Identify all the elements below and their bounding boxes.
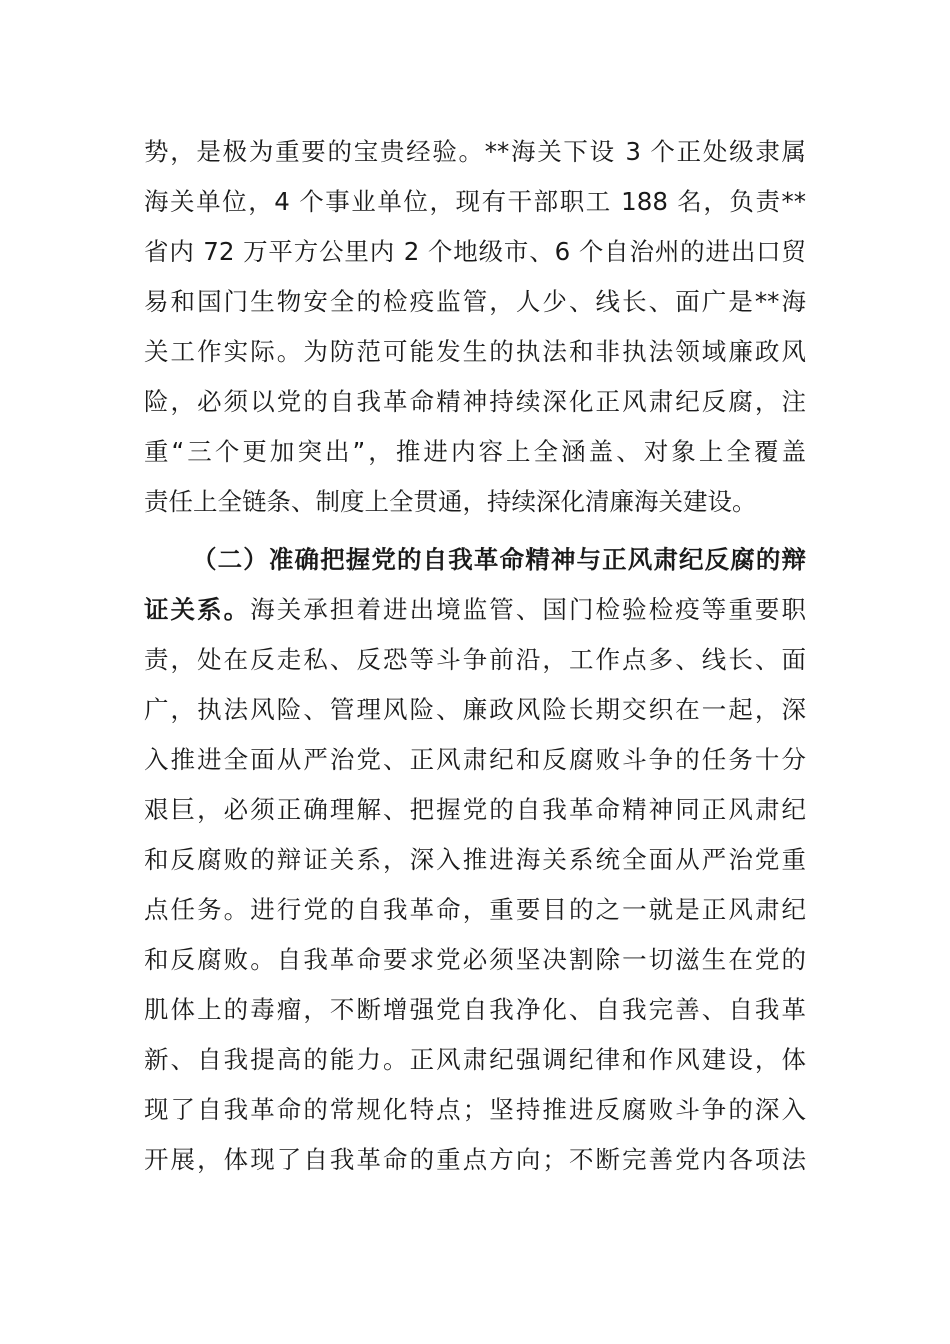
- document-body: [144, 127, 806, 1207]
- paragraph-line: 和反腐败的辩证关系，深入推进海关系统全面从严治党重: [144, 845, 806, 874]
- paragraph-line: 和反腐败。自我革命要求党必须坚决割除一切滋生在党的: [144, 945, 806, 974]
- heading-normal-tail: 海关承担着进出境监管、国门检验检疫等重要职: [250, 595, 806, 624]
- paragraph-line: 势，是极为重要的宝贵经验。**海关下设 3 个正处级隶属: [144, 137, 806, 166]
- paragraph-line: 省内 72 万平方公里内 2 个地级市、6 个自治州的进出口贸: [144, 237, 806, 266]
- section-heading: （二）准确把握党的自我革命精神与正风肃纪反腐的辩: [192, 545, 806, 574]
- paragraph-line: 关工作实际。为防范可能发生的执法和非执法领域廉政风: [144, 337, 806, 366]
- paragraph-line: 险，必须以党的自我革命精神持续深化正风肃纪反腐，注: [144, 387, 806, 416]
- paragraph-line: 责任上全链条、制度上全贯通，持续深化清廉海关建设。: [144, 487, 757, 516]
- paragraph-line: 责，处在反走私、反恐等斗争前沿，工作点多、线长、面: [144, 645, 806, 674]
- paragraph-line: 入推进全面从严治党、正风肃纪和反腐败斗争的任务十分: [144, 745, 806, 774]
- paragraph-line: 艰巨，必须正确理解、把握党的自我革命精神同正风肃纪: [144, 795, 806, 824]
- paragraph-line: 易和国门生物安全的检疫监管，人少、线长、面广是**海: [144, 287, 806, 316]
- paragraph-line: 广，执法风险、管理风险、廉政风险长期交织在一起，深: [144, 695, 806, 724]
- paragraph-line: 新、自我提高的能力。正风肃纪强调纪律和作风建设，体: [144, 1045, 806, 1074]
- paragraph-line: 开展，体现了自我革命的重点方向；不断完善党内各项法: [144, 1145, 806, 1174]
- paragraph-line: 现了自我革命的常规化特点；坚持推进反腐败斗争的深入: [144, 1095, 806, 1124]
- section-heading-continuation: [144, 585, 806, 635]
- heading-bold-tail: 证关系。: [144, 595, 251, 624]
- paragraph-line: 肌体上的毒瘤，不断增强党自我净化、自我完善、自我革: [144, 995, 806, 1024]
- paragraph-line: 海关单位，4 个事业单位，现有干部职工 188 名，负责**: [144, 187, 806, 216]
- paragraph-line: 点任务。进行党的自我革命，重要目的之一就是正风肃纪: [144, 895, 806, 924]
- paragraph-line: 重“三个更加突出”，推进内容上全涵盖、对象上全覆盖: [144, 437, 806, 466]
